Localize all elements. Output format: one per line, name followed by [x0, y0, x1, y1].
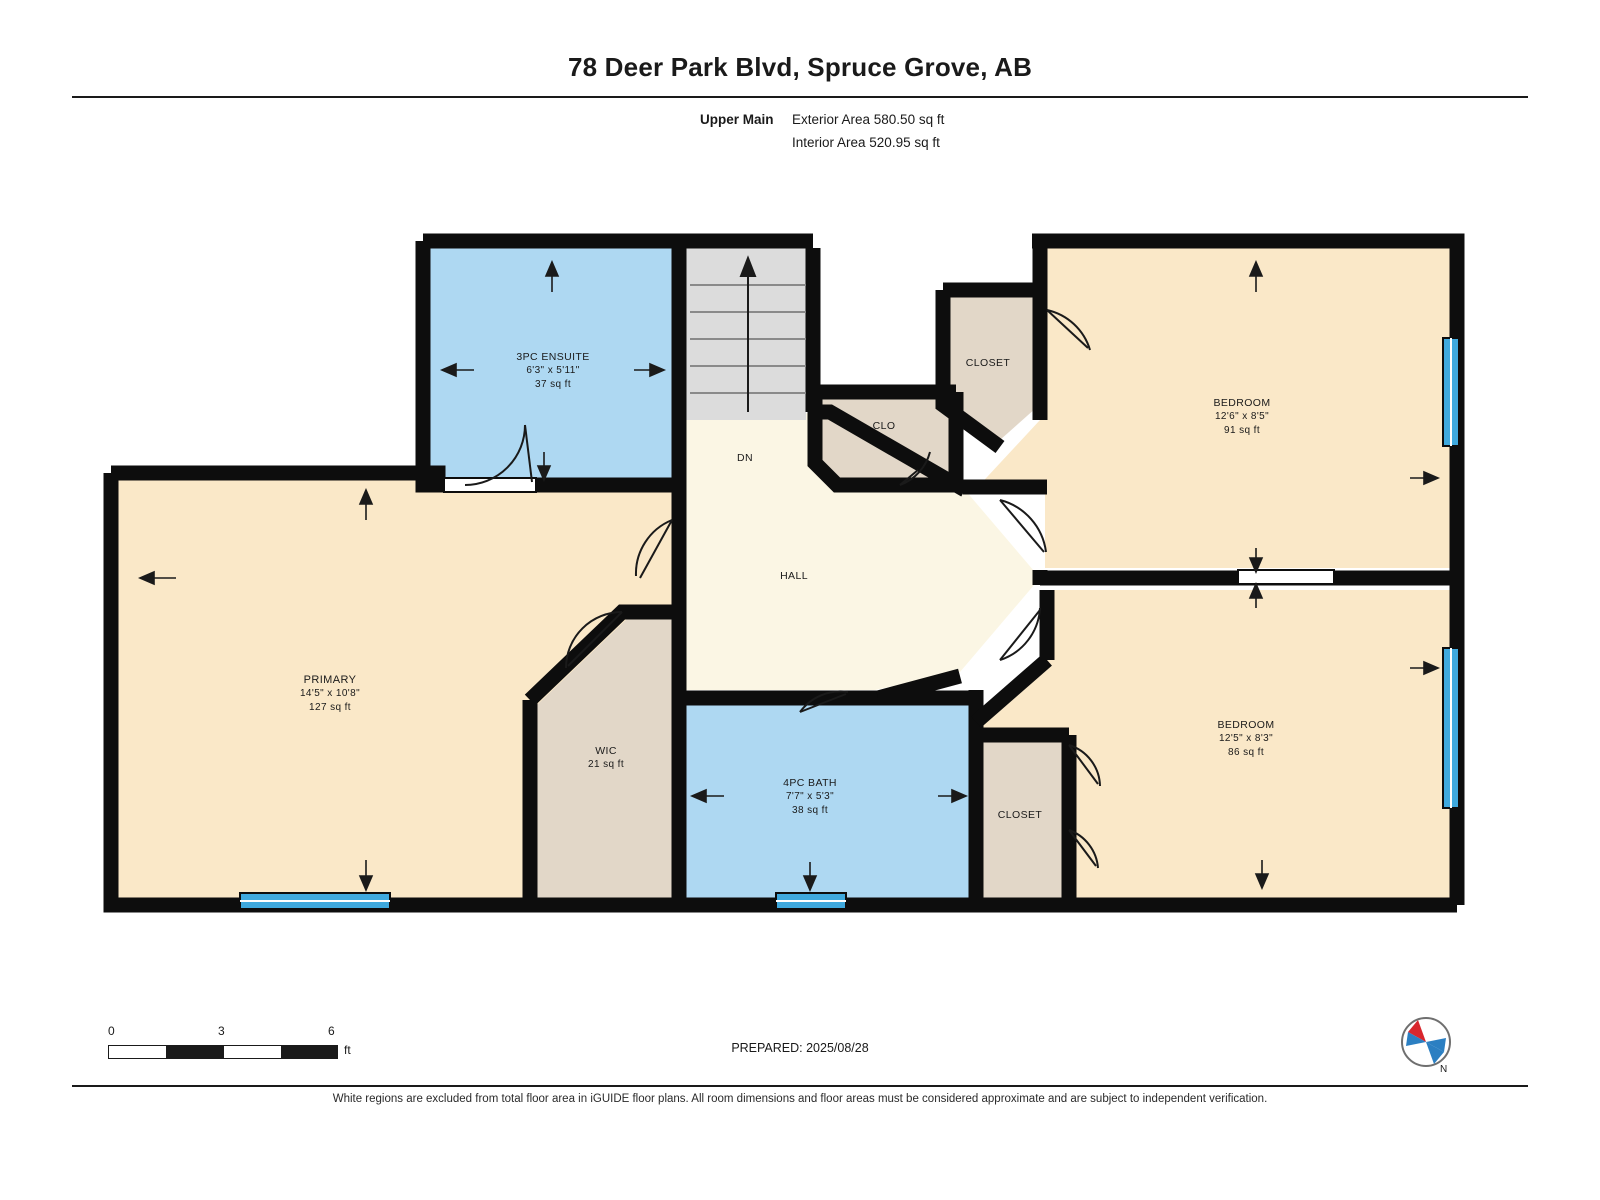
- room-label-closet-bottom: CLOSET: [997, 809, 1043, 821]
- room-label-wic: WIC 21 sq ft: [588, 745, 624, 770]
- page-title: 78 Deer Park Blvd, Spruce Grove, AB: [567, 52, 1033, 82]
- room-label-hall: HALL: [780, 570, 808, 582]
- room-label-bath: 4PC BATH 7'7" x 5'3" 38 sq ft: [783, 777, 837, 816]
- room-label-bedroom-bottom: BEDROOM 12'5" x 8'3" 86 sq ft: [1217, 719, 1275, 758]
- interior-area: Interior Area 520.95 sq ft: [792, 135, 940, 150]
- level-label: Upper Main: [700, 112, 774, 127]
- room-label-closet-top: CLOSET: [965, 357, 1011, 369]
- room-label-clo: CLO: [872, 420, 896, 432]
- prepared-date: PREPARED: 2025/08/28: [731, 1041, 869, 1055]
- scale-tick-labels: 0 3 6: [108, 1024, 335, 1038]
- disclaimer-text: White regions are excluded from total floor area in iGUIDE floor plans. All room dimensions and floor areas must be considered approximate and are subject to independent verification.: [332, 1093, 1268, 1105]
- compass-north-label: N: [1440, 1064, 1448, 1075]
- scale-unit-label: ft: [344, 1043, 351, 1057]
- room-label-down-stairs: DN: [737, 452, 753, 464]
- compass-icon: [1396, 1012, 1460, 1082]
- footer-divider: [72, 1085, 1528, 1087]
- room-label-primary: PRIMARY 14'5" x 10'8" 127 sq ft: [299, 674, 361, 713]
- room-fill-closet-bottom: [982, 740, 1062, 898]
- exterior-area: Exterior Area 580.50 sq ft: [792, 112, 945, 127]
- room-fill-bath: [686, 692, 969, 898]
- room-label-ensuite: 3PC ENSUITE 6'3" x 5'11" 37 sq ft: [516, 351, 590, 390]
- room-label-bedroom-top: BEDROOM 12'6" x 8'5" 91 sq ft: [1213, 397, 1271, 436]
